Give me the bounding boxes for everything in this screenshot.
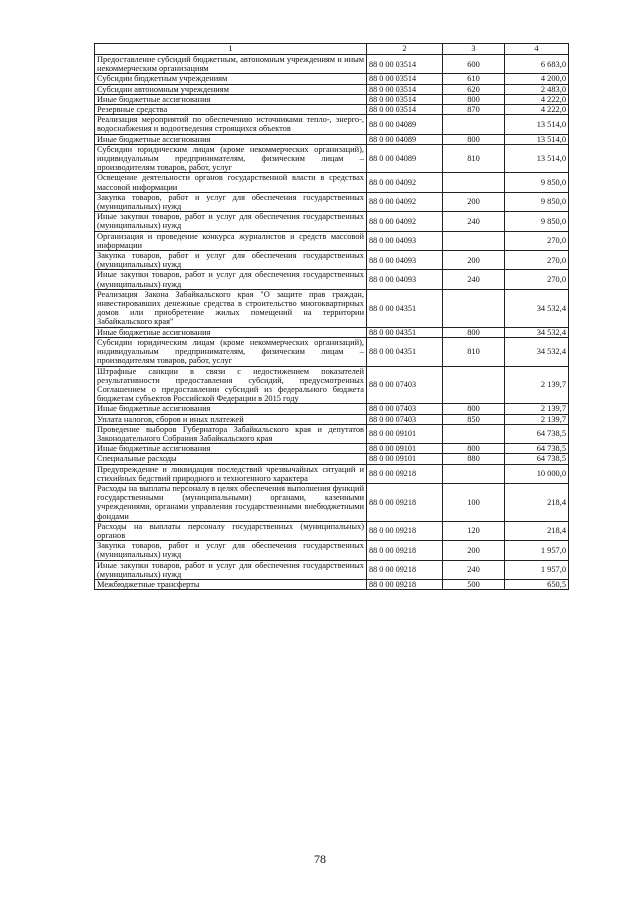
row-name: Специальные расходы xyxy=(95,454,367,464)
row-vr: 850 xyxy=(443,414,505,424)
row-vr xyxy=(443,424,505,443)
table-header xyxy=(95,44,569,55)
row-sum: 64 738,5 xyxy=(505,444,569,454)
header-col-4: 4 xyxy=(505,44,569,55)
row-csr: 88 0 00 04351 xyxy=(367,337,443,366)
row-vr: 810 xyxy=(443,144,505,173)
row-name: Иные бюджетные ассигнования xyxy=(95,404,367,414)
row-name: Субсидии бюджетным учреждениям xyxy=(95,74,367,84)
row-vr xyxy=(443,289,505,327)
row-name: Иные бюджетные ассигнования xyxy=(95,327,367,337)
table-row xyxy=(95,337,569,366)
row-csr: 88 0 00 09218 xyxy=(367,579,443,589)
row-vr: 200 xyxy=(443,541,505,560)
row-vr: 800 xyxy=(443,327,505,337)
row-vr: 100 xyxy=(443,483,505,521)
table-row xyxy=(95,414,569,424)
row-name: Организация и проведение конкурса журналистов и средств массовой информации xyxy=(95,231,367,250)
row-name: Иные бюджетные ассигнования xyxy=(95,94,367,104)
row-name: Межбюджетные трансферты xyxy=(95,579,367,589)
table-row xyxy=(95,560,569,579)
table-row xyxy=(95,144,569,173)
table-row xyxy=(95,231,569,250)
row-sum: 64 738,5 xyxy=(505,424,569,443)
row-vr xyxy=(443,115,505,134)
row-sum: 4 200,0 xyxy=(505,74,569,84)
table-row xyxy=(95,521,569,540)
row-sum: 34 532,4 xyxy=(505,337,569,366)
row-name: Субсидии автономным учреждениям xyxy=(95,84,367,94)
row-name: Иные бюджетные ассигнования xyxy=(95,134,367,144)
row-csr: 88 0 00 04093 xyxy=(367,231,443,250)
row-csr: 88 0 00 03514 xyxy=(367,94,443,104)
row-sum: 9 850,0 xyxy=(505,192,569,211)
table-row xyxy=(95,579,569,589)
row-vr: 240 xyxy=(443,212,505,231)
row-sum: 6 683,0 xyxy=(505,55,569,74)
row-vr: 800 xyxy=(443,94,505,104)
row-vr: 800 xyxy=(443,444,505,454)
table-body xyxy=(95,55,569,590)
row-sum: 34 532,4 xyxy=(505,289,569,327)
header-col-3: 3 xyxy=(443,44,505,55)
row-csr: 88 0 00 09218 xyxy=(367,560,443,579)
table-row xyxy=(95,84,569,94)
row-sum: 1 957,0 xyxy=(505,541,569,560)
row-sum: 2 139,7 xyxy=(505,414,569,424)
table-row xyxy=(95,327,569,337)
row-csr: 88 0 00 07403 xyxy=(367,414,443,424)
row-csr: 88 0 00 04089 xyxy=(367,115,443,134)
table-row xyxy=(95,366,569,404)
row-csr: 88 0 00 07403 xyxy=(367,404,443,414)
row-vr: 200 xyxy=(443,251,505,270)
row-csr: 88 0 00 04351 xyxy=(367,327,443,337)
row-csr: 88 0 00 04093 xyxy=(367,251,443,270)
table-row xyxy=(95,105,569,115)
table-row xyxy=(95,173,569,192)
row-vr: 880 xyxy=(443,454,505,464)
table-row xyxy=(95,115,569,134)
row-sum: 270,0 xyxy=(505,231,569,250)
row-sum: 64 738,5 xyxy=(505,454,569,464)
row-csr: 88 0 00 09101 xyxy=(367,444,443,454)
row-sum: 13 514,0 xyxy=(505,115,569,134)
row-name: Закупка товаров, работ и услуг для обеспечения государственных (муниципальных) нужд xyxy=(95,251,367,270)
row-csr: 88 0 00 09218 xyxy=(367,464,443,483)
table-row xyxy=(95,192,569,211)
table-row xyxy=(95,424,569,443)
row-name: Расходы на выплаты персоналу государственных (муниципальных) органов xyxy=(95,521,367,540)
row-vr xyxy=(443,173,505,192)
page-number: 78 xyxy=(314,852,326,866)
row-name: Штрафные санкции в связи с недостижением показателей результативности предоставления субсидий, предусмотренных Соглашением о предоставлении субсидий из федерального бюджета бюджетам субъектов Российской Федерации в 2015 году xyxy=(95,366,367,404)
row-sum: 9 850,0 xyxy=(505,173,569,192)
row-vr: 800 xyxy=(443,134,505,144)
row-csr: 88 0 00 04351 xyxy=(367,289,443,327)
table-row xyxy=(95,74,569,84)
row-sum: 10 000,0 xyxy=(505,464,569,483)
row-csr: 88 0 00 04093 xyxy=(367,270,443,289)
table-row xyxy=(95,134,569,144)
table-row xyxy=(95,404,569,414)
row-name: Освещение деятельности органов государственной власти в средствах массовой информации xyxy=(95,173,367,192)
table-row xyxy=(95,444,569,454)
row-sum: 34 532,4 xyxy=(505,327,569,337)
header-col-2: 2 xyxy=(367,44,443,55)
row-sum: 4 222,0 xyxy=(505,94,569,104)
row-csr: 88 0 00 07403 xyxy=(367,366,443,404)
row-vr: 240 xyxy=(443,270,505,289)
row-csr: 88 0 00 09101 xyxy=(367,454,443,464)
row-name: Иные бюджетные ассигнования xyxy=(95,444,367,454)
table-row xyxy=(95,212,569,231)
row-sum: 4 222,0 xyxy=(505,105,569,115)
row-name: Предоставление субсидий бюджетным, автономным учреждениям и иным некоммерческим организациям xyxy=(95,55,367,74)
row-sum: 13 514,0 xyxy=(505,144,569,173)
row-sum: 218,4 xyxy=(505,483,569,521)
row-name: Предупреждение и ликвидация последствий чрезвычайных ситуаций и стихийных бедствий природного и техногенного характера xyxy=(95,464,367,483)
row-name: Реализация мероприятий по обеспечению источниками тепло-, энерго-, водоснабжения и водоотведения строящихся объектов xyxy=(95,115,367,134)
row-sum: 13 514,0 xyxy=(505,134,569,144)
table-row xyxy=(95,94,569,104)
row-sum: 218,4 xyxy=(505,521,569,540)
row-sum: 9 850,0 xyxy=(505,212,569,231)
row-csr: 88 0 00 04092 xyxy=(367,192,443,211)
row-csr: 88 0 00 09218 xyxy=(367,521,443,540)
row-csr: 88 0 00 03514 xyxy=(367,74,443,84)
table-row xyxy=(95,289,569,327)
row-name: Субсидии юридическим лицам (кроме некоммерческих организаций), индивидуальным предпринимателям, физическим лицам – производителям товаров, работ, услуг xyxy=(95,337,367,366)
row-vr: 600 xyxy=(443,55,505,74)
row-name: Иные закупки товаров, работ и услуг для обеспечения государственных (муниципальных) нужд xyxy=(95,212,367,231)
table-row xyxy=(95,454,569,464)
table-row xyxy=(95,55,569,74)
row-csr: 88 0 00 04092 xyxy=(367,212,443,231)
row-sum: 2 139,7 xyxy=(505,404,569,414)
row-vr: 620 xyxy=(443,84,505,94)
table-row xyxy=(95,464,569,483)
row-vr: 610 xyxy=(443,74,505,84)
row-vr xyxy=(443,366,505,404)
row-name: Закупка товаров, работ и услуг для обеспечения государственных (муниципальных) нужд xyxy=(95,192,367,211)
row-sum: 2 483,0 xyxy=(505,84,569,94)
row-sum: 270,0 xyxy=(505,251,569,270)
row-name: Уплата налогов, сборов и иных платежей xyxy=(95,414,367,424)
row-vr: 120 xyxy=(443,521,505,540)
row-vr: 800 xyxy=(443,404,505,414)
row-name: Закупка товаров, работ и услуг для обеспечения государственных (муниципальных) нужд xyxy=(95,541,367,560)
row-name: Расходы на выплаты персоналу в целях обеспечения выполнения функций государственными (муниципальными) органами, казенными учреждениями, органами управления государственными внебюджетными фондами xyxy=(95,483,367,521)
table-row xyxy=(95,541,569,560)
row-csr: 88 0 00 09218 xyxy=(367,541,443,560)
row-vr: 200 xyxy=(443,192,505,211)
table-row xyxy=(95,483,569,521)
row-name: Реализация Закона Забайкальского края "О защите прав граждан, инвестировавших денежные средства в строительство многоквартирных домов или приобретение жилых помещений на территории Забайкальского края" xyxy=(95,289,367,327)
row-name: Иные закупки товаров, работ и услуг для обеспечения государственных (муниципальных) нужд xyxy=(95,270,367,289)
row-csr: 88 0 00 03514 xyxy=(367,105,443,115)
row-sum: 2 139,7 xyxy=(505,366,569,404)
row-sum: 650,5 xyxy=(505,579,569,589)
row-sum: 270,0 xyxy=(505,270,569,289)
row-name: Проведение выборов Губернатора Забайкальского края и депутатов Законодательного Собрания Забайкальского края xyxy=(95,424,367,443)
row-csr: 88 0 00 04089 xyxy=(367,134,443,144)
row-csr: 88 0 00 04089 xyxy=(367,144,443,173)
header-row xyxy=(95,44,569,55)
row-csr: 88 0 00 03514 xyxy=(367,55,443,74)
row-vr xyxy=(443,464,505,483)
row-vr: 240 xyxy=(443,560,505,579)
table-row xyxy=(95,251,569,270)
row-csr: 88 0 00 09101 xyxy=(367,424,443,443)
row-name: Резервные средства xyxy=(95,105,367,115)
row-vr xyxy=(443,231,505,250)
row-csr: 88 0 00 09218 xyxy=(367,483,443,521)
budget-table xyxy=(94,43,569,590)
row-sum: 1 957,0 xyxy=(505,560,569,579)
row-vr: 500 xyxy=(443,579,505,589)
row-vr: 870 xyxy=(443,105,505,115)
row-name: Субсидии юридическим лицам (кроме некоммерческих организаций), индивидуальным предпринимателям, физическим лицам – производителям товаров, работ, услуг xyxy=(95,144,367,173)
row-name: Иные закупки товаров, работ и услуг для обеспечения государственных (муниципальных) нужд xyxy=(95,560,367,579)
row-vr: 810 xyxy=(443,337,505,366)
header-col-1: 1 xyxy=(95,44,367,55)
row-csr: 88 0 00 04092 xyxy=(367,173,443,192)
row-csr: 88 0 00 03514 xyxy=(367,84,443,94)
table-row xyxy=(95,270,569,289)
